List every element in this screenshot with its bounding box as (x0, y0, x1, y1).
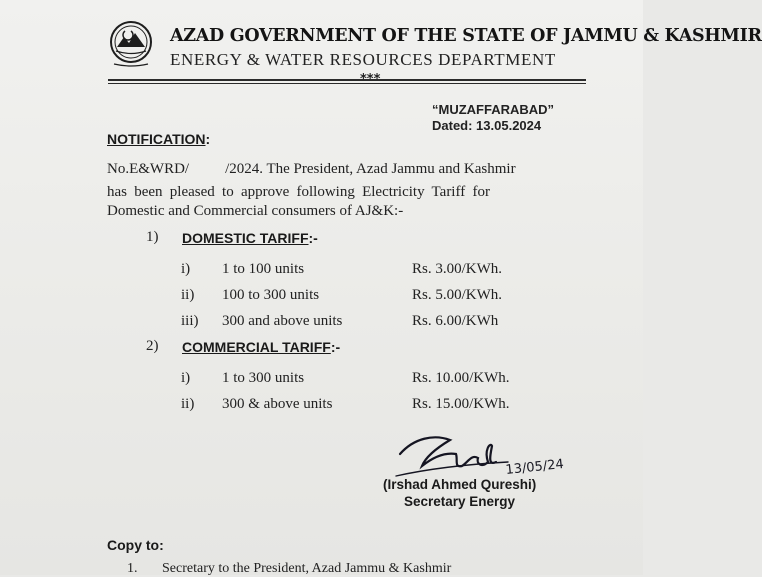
commercial-row-units: 300 & above units (222, 396, 333, 412)
header-separator: *** (360, 72, 381, 87)
domestic-title-suffix: :- (308, 230, 318, 246)
header-rule-thin (108, 83, 586, 84)
commercial-row-number: i) (181, 370, 191, 386)
notification-suffix: : (205, 131, 211, 147)
domestic-row-rate: Rs. 6.00/KWh (412, 313, 499, 329)
body-line-1 (107, 161, 577, 178)
body-line-2: has been pleased to approve following Electricity Tariff for (107, 184, 490, 200)
commercial-row-rate: Rs. 15.00/KWh. (412, 396, 510, 412)
department-heading: ENERGY & WATER RESOURCES DEPARTMENT (170, 50, 556, 69)
domestic-row-rate: Rs. 3.00/KWh. (412, 261, 502, 277)
signatory-title: Secretary Energy (404, 494, 516, 509)
signatory-name: (Irshad Ahmed Qureshi) (383, 477, 537, 492)
header-rule-thick (108, 79, 586, 81)
reference-prefix: No.E&WRD/ (107, 161, 190, 177)
commercial-title-suffix: :- (330, 339, 341, 355)
copy-to-heading: Copy to: (107, 537, 164, 553)
domestic-section-title (182, 230, 318, 246)
copy-item-text: Secretary to the President, Azad Jammu & Kashmir (162, 561, 452, 576)
commercial-section-number: 2) (146, 338, 159, 354)
domestic-row-number: ii) (181, 287, 195, 303)
domestic-row-units: 1 to 100 units (222, 261, 305, 277)
copy-item-number: 1. (127, 561, 138, 576)
government-emblem-icon (108, 20, 154, 68)
domestic-row-rate: Rs. 5.00/KWh. (412, 287, 502, 303)
domestic-row-number: i) (181, 261, 191, 277)
date-label: Dated: 13.05.2024 (432, 118, 542, 133)
commercial-section-title (182, 339, 340, 355)
commercial-title-text: COMMERCIAL TARIFF (182, 339, 331, 355)
commercial-row-rate: Rs. 10.00/KWh. (412, 370, 510, 386)
domestic-section-number: 1) (146, 229, 159, 245)
commercial-row-units: 1 to 300 units (222, 370, 305, 386)
body-line-3: Domestic and Commercial consumers of AJ&K:- (107, 203, 404, 219)
domestic-row-units: 300 and above units (222, 313, 343, 329)
domestic-row-number: iii) (181, 313, 199, 329)
notification-title: NOTIFICATION (107, 131, 206, 147)
notification-heading (107, 131, 210, 147)
domestic-title-text: DOMESTIC TARIFF (182, 230, 309, 246)
city-label: “MUZAFFARABAD” (432, 102, 555, 117)
government-heading: AZAD GOVERNMENT OF THE STATE OF JAMMU & KASHMIR (170, 26, 762, 46)
handwritten-date: 13/05/24 (504, 456, 565, 478)
body-line-1-rest: /2024. The President, Azad Jammu and Kashmir (225, 161, 516, 177)
domestic-row-units: 100 to 300 units (222, 287, 320, 303)
commercial-row-number: ii) (181, 396, 195, 412)
